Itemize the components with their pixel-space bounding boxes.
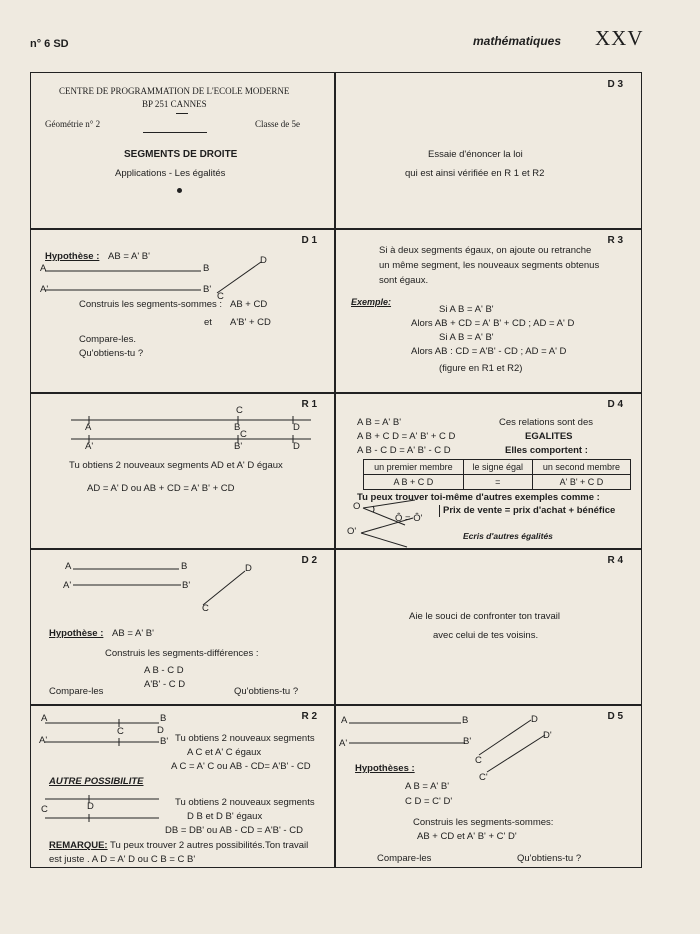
intro-rule2 <box>143 132 207 133</box>
vertex-o: O <box>353 501 361 512</box>
card-code: R 3 <box>607 235 623 246</box>
r1-line2: AD = A' D ou AB + CD = A' B' + CD <box>87 483 235 494</box>
point-a: A <box>65 561 72 572</box>
d4-ecris: Ecris d'autres égalités <box>463 531 553 541</box>
point-d: D <box>157 725 164 736</box>
r2-line5: D B et D B' égaux <box>187 811 263 822</box>
r3-ex3: Si A B = A' B' <box>439 332 494 343</box>
hyp-text: AB = A' B' <box>108 251 150 262</box>
card-code: D 5 <box>607 711 623 722</box>
r3-ex1: Si A B = A' B' <box>439 304 494 315</box>
card-d2 <box>30 548 336 706</box>
angle-figure <box>335 393 643 551</box>
r2-line4: Tu obtiens 2 nouveaux segments <box>175 797 315 808</box>
d5-figure <box>335 705 643 869</box>
r3-ex4: Alors AB : CD = A'B' - CD ; AD = A' D <box>411 346 567 357</box>
r2-remark <box>49 840 308 852</box>
d5-line1: Construis les segments-sommes: <box>413 817 554 828</box>
intro-card <box>30 72 336 230</box>
card-code: D 2 <box>301 555 317 566</box>
point-a-prime: A' <box>39 735 48 746</box>
hyp-label: Hypothèses : <box>355 763 415 774</box>
d4-find: Tu peux trouver toi-même d'autres exemples comme : <box>357 492 600 503</box>
table-header: un second membre <box>532 460 630 475</box>
page-header-left: n° 6 SD <box>30 38 69 50</box>
d4-eq3: A B - C D = A' B' - C D <box>357 445 451 456</box>
card-r4 <box>334 548 642 706</box>
point-b: B <box>160 713 167 724</box>
d5-hyp1: A B = A' B' <box>405 781 450 792</box>
point-c2: C <box>41 804 48 815</box>
table-cell: A B + C D <box>364 475 464 490</box>
card-r1 <box>30 392 336 550</box>
r2-line1: Tu obtiens 2 nouveaux segments <box>175 733 315 744</box>
hyp-label: Hypothèse : <box>49 628 104 639</box>
point-b-prime: B' <box>203 284 212 295</box>
d1-line1b: AB + CD <box>230 299 268 310</box>
d1-line3: Compare-les. <box>79 334 137 345</box>
point-b: B <box>203 263 210 274</box>
d5-line2: AB + CD et A' B' + C' D' <box>417 831 517 842</box>
d4-rel1: Ces relations sont des <box>499 417 593 428</box>
example-label: Exemple: <box>351 297 392 307</box>
card-code: D 3 <box>607 79 623 90</box>
point-d: D <box>260 255 267 266</box>
table-header: le signe égal <box>463 460 532 475</box>
card-d3 <box>334 72 642 230</box>
card-code: D 1 <box>301 235 317 246</box>
r3-ex5: (figure en R1 et R2) <box>439 363 523 374</box>
point-b: B <box>462 715 469 726</box>
point-d: D <box>245 563 252 574</box>
point-a: A <box>40 263 47 274</box>
r2-line2: A C et A' C égaux <box>187 747 262 758</box>
point-b: B <box>181 561 188 572</box>
point-a-prime: A' <box>40 284 49 295</box>
r2-remark-line2: est juste . A D = A' D ou C B = C B' <box>49 854 196 865</box>
intro-rule <box>176 113 188 114</box>
point-c-prime: C' <box>479 772 488 783</box>
point-d2: D <box>87 801 94 812</box>
table-cell: = <box>463 475 532 490</box>
price-equality: Prix de vente = prix d'achat + bénéfice <box>439 505 615 517</box>
r3-line1: Si à deux segments égaux, on ajoute ou retranche <box>379 245 592 256</box>
point-c: C <box>475 755 482 766</box>
r1-figure <box>31 393 337 551</box>
point-a: A <box>41 713 48 724</box>
page-number: XXV <box>595 26 644 50</box>
point-b: B <box>234 422 241 433</box>
d5-hyp2: C D = C' D' <box>405 796 453 807</box>
page-header-subject: mathématiques <box>473 34 562 48</box>
d2-line3: A'B' - C D <box>144 679 186 690</box>
point-a-prime: A' <box>339 738 348 749</box>
r4-line2: avec celui de tes voisins. <box>433 630 539 641</box>
card-r2 <box>30 704 336 868</box>
card-grid <box>30 72 642 868</box>
point-d-prime: D' <box>543 730 552 741</box>
card-code: R 1 <box>301 399 317 410</box>
table-header: un premier membre <box>364 460 464 475</box>
remark-text: Tu peux trouver 2 autres possibilités.Ton travail <box>107 840 309 851</box>
card-code: D 4 <box>607 399 623 410</box>
point-b-prime: B' <box>463 736 472 747</box>
d3-line1: Essaie d'énoncer la loi <box>428 149 523 160</box>
card-code: R 4 <box>607 555 623 566</box>
r3-ex2: Alors AB + CD = A' B' + CD ; AD = A' D <box>411 318 575 329</box>
r3-line2: un même segment, les nouveaux segments obtenus <box>379 260 600 271</box>
point-c: C <box>236 405 243 416</box>
point-d2: D <box>293 441 300 452</box>
r3-line3: sont égaux. <box>379 275 429 286</box>
card-d5 <box>334 704 642 868</box>
d1-line4: Qu'obtiens-tu ? <box>79 348 144 359</box>
point-b-prime: B' <box>182 580 191 591</box>
d2-line2: A B - C D <box>144 665 184 676</box>
card-d4 <box>334 392 642 550</box>
intro-subtitle: Applications - Les égalités <box>115 168 226 179</box>
card-d1 <box>30 228 336 394</box>
r2-line6: DB = DB' ou AB - CD = A'B' - CD <box>165 825 303 836</box>
intro-class: Classe de 5e <box>255 119 300 129</box>
d1-figure <box>31 229 337 395</box>
card-r3 <box>334 228 642 394</box>
bullet-dot <box>177 188 182 193</box>
intro-geometry: Géométrie n° 2 <box>45 119 101 129</box>
point-d: D <box>293 422 300 433</box>
d2-hypothesis <box>49 628 154 640</box>
point-c2: C <box>240 429 247 440</box>
d1-line2: et <box>204 317 212 328</box>
d1-line2b: A'B' + CD <box>230 317 271 328</box>
d4-eq1: A B = A' B' <box>357 417 402 428</box>
d4-rel2: EGALITES <box>525 431 573 442</box>
point-a: A <box>341 715 348 726</box>
point-c: C <box>117 726 124 737</box>
r1-line1: Tu obtiens 2 nouveaux segments AD et A' D égaux <box>69 460 283 471</box>
point-b-prime: B' <box>160 736 169 747</box>
d5-line4: Qu'obtiens-tu ? <box>517 853 582 864</box>
card-code: R 2 <box>301 711 317 722</box>
point-c: C <box>217 291 224 302</box>
d5-line3: Compare-les <box>377 853 432 864</box>
d2-line5: Qu'obtiens-tu ? <box>234 686 299 697</box>
d4-eq2: A B + C D = A' B' + C D <box>357 431 456 442</box>
angle-equality: Ô = Ô' <box>395 513 423 524</box>
d3-line2: qui est ainsi vérifiée en R 1 et R2 <box>405 168 545 179</box>
intro-line1: CENTRE DE PROGRAMMATION DE L'ECOLE MODERNE <box>59 86 290 96</box>
d2-line4: Compare-les <box>49 686 104 697</box>
hyp-label: Hypothèse : <box>45 251 100 262</box>
d4-rel3: Elles comportent : <box>505 445 588 456</box>
point-b-prime: B' <box>234 441 243 452</box>
r2-line3: A C = A' C ou AB - CD= A'B' - CD <box>171 761 311 772</box>
point-a-prime: A' <box>63 580 72 591</box>
vertex-o-prime: O' <box>347 526 357 537</box>
point-c: C <box>202 603 209 614</box>
d2-line1: Construis les segments-différences : <box>105 648 259 659</box>
autre-possibilite: AUTRE POSSIBILITE <box>49 776 144 787</box>
point-a: A <box>85 422 92 433</box>
r4-line1: Aie le souci de confronter ton travail <box>409 611 561 622</box>
d1-line1: Construis les segments-sommes : <box>79 299 223 310</box>
table-cell: A' B' + C D <box>532 475 630 490</box>
intro-line2: BP 251 CANNES <box>142 99 207 109</box>
hyp-text: AB = A' B' <box>112 628 154 639</box>
intro-title: SEGMENTS DE DROITE <box>124 149 238 160</box>
point-a-prime: A' <box>85 441 94 452</box>
remark-label: REMARQUE: <box>49 840 108 851</box>
point-d: D <box>531 714 538 725</box>
